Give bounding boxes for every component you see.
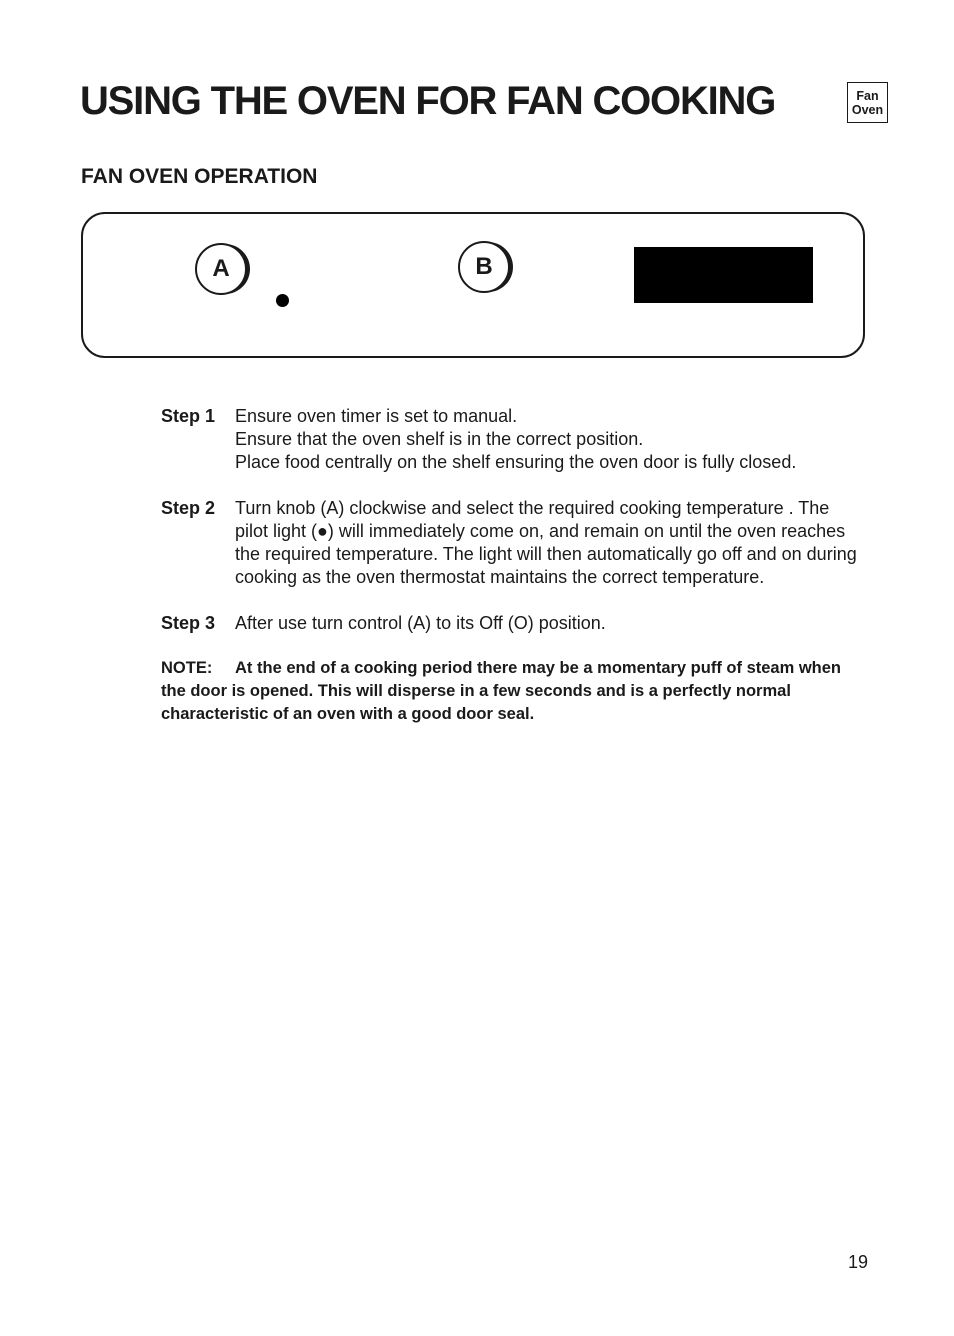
step-1-line-1: Ensure oven timer is set to manual. [235, 406, 518, 426]
knob-a [192, 242, 256, 296]
page-number: 19 [848, 1252, 869, 1272]
section-tab-line1: Fan [856, 88, 879, 103]
note-text: At the end of a cooking period there may be a momentary puff of steam when the door is opened. This will disperse in a few seconds and is a perfectly normal characteristic of an oven with a good door seal. [161, 659, 842, 723]
section-tab-line2: Oven [851, 102, 884, 117]
section-tab [847, 82, 888, 123]
step-1 [161, 405, 861, 474]
step-2 [161, 497, 861, 589]
step-2-label: Step 2 [161, 498, 216, 518]
step-3-label: Step 3 [161, 613, 216, 633]
pilot-light-icon [276, 294, 289, 307]
note [161, 657, 861, 726]
step-1-line-2: Ensure that the oven shelf is in the correct position. [235, 429, 644, 449]
timer-display [634, 247, 813, 303]
knob-b-label: B [475, 253, 493, 280]
knob-a-label: A [212, 255, 230, 282]
page-title: USING THE OVEN FOR FAN COOKING [80, 79, 776, 123]
step-3-body: After use turn control (A) to its Off (O) position. [235, 613, 606, 633]
section-heading: FAN OVEN OPERATION [81, 165, 318, 188]
step-1-line-3: Place food centrally on the shelf ensuring the oven door is fully closed. [235, 452, 797, 472]
step-3 [161, 612, 861, 635]
step-1-label: Step 1 [161, 406, 216, 426]
note-label: NOTE: [161, 659, 213, 677]
step-1-body [235, 405, 861, 474]
instructions [161, 405, 861, 726]
knob-b [455, 240, 519, 294]
step-2-body: Turn knob (A) clockwise and select the required cooking temperature . The pilot light (●) will immediately come on, and remain on until the oven reaches the required temperature. The light will then automatically go off and on during cooking as the oven thermostat maintains the correct temperature. [235, 498, 857, 587]
